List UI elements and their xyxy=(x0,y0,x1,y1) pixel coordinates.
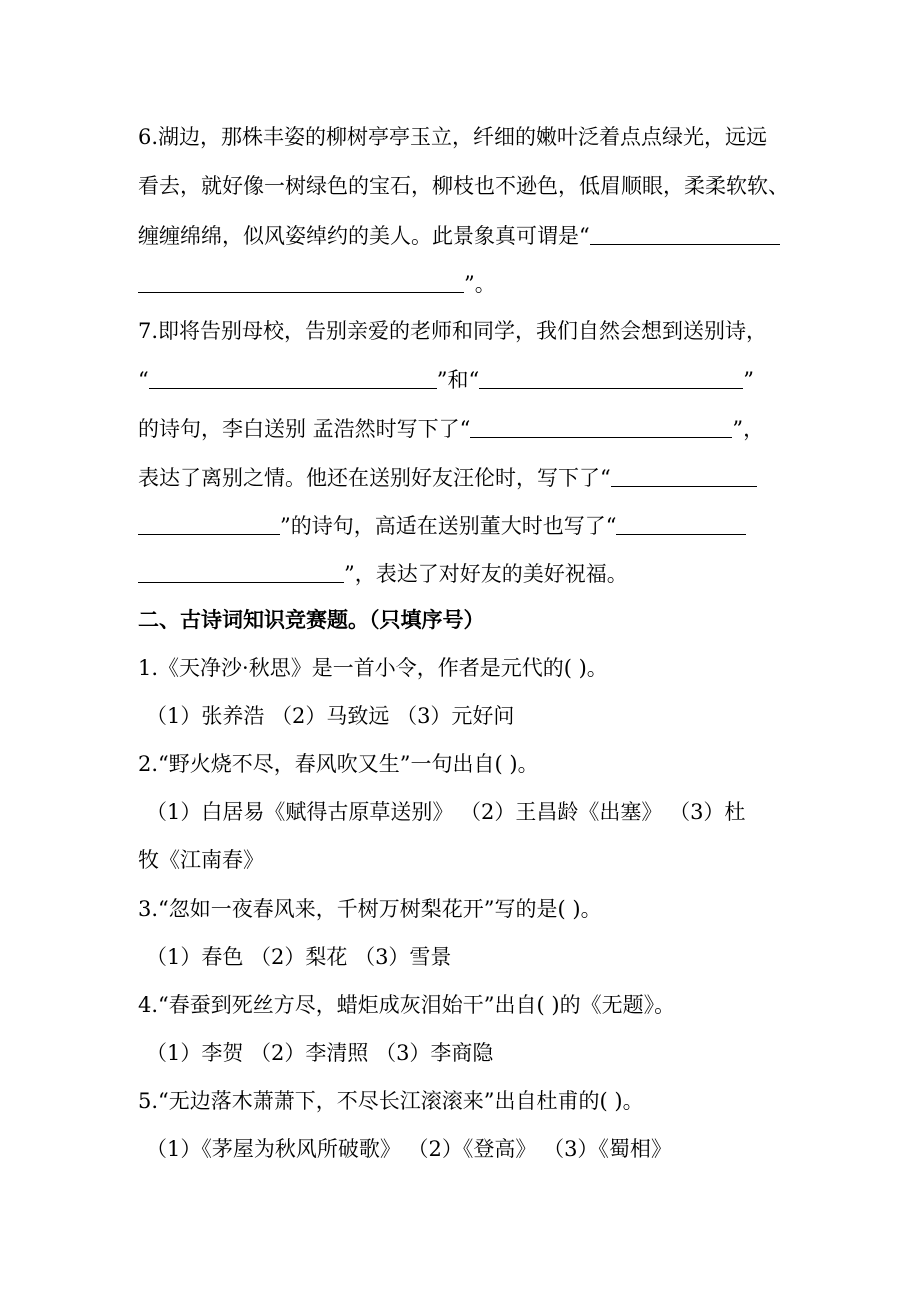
q6-answer-blank-a[interactable] xyxy=(590,220,780,245)
q7-answer-blank-4a[interactable] xyxy=(611,462,757,487)
q7-line-2 xyxy=(138,364,820,395)
s2-question-4: 4.“春蚕到死丝方尽，蜡炬成灰泪始干”出自( )的《无题》。 xyxy=(138,993,676,1017)
q7-close-quote: ” xyxy=(743,368,754,392)
s2-question-5: 5.“无边落木萧萧下，不尽长江滚滚来”出自杜甫的( )。 xyxy=(138,1089,644,1113)
s2-options-5: （1）《茅屋为秋风所破歌》 （2）《登高》 （3）《蜀相》 xyxy=(146,1137,672,1161)
q7-answer-blank-2[interactable] xyxy=(479,364,743,389)
q7-answer-blank-1[interactable] xyxy=(149,364,437,389)
q7-line-4-text: 表达了离别之情。他还在送别好友汪伦时，写下了“ xyxy=(138,466,611,490)
q7-line-5-text: ”的诗句，高适在送别董大时也写了“ xyxy=(280,514,617,538)
q7-line-1: 7.即将告别母校，告别亲爱的老师和同学，我们自然会想到送别诗， xyxy=(138,319,768,343)
q6-line-1: 6.湖边，那株丰姿的柳树亭亭玉立，纤细的嫩叶泛着点点绿光，远远 xyxy=(138,125,768,149)
s2-question-1: 1.《天净沙·秋思》是一首小令，作者是元代的( )。 xyxy=(138,656,608,680)
q7-line-6 xyxy=(138,558,820,589)
q6-line-2: 看去，就好像一树绿色的宝石，柳枝也不逊色，低眉顺眼，柔柔软软、 xyxy=(138,174,789,198)
q6-line-3 xyxy=(138,220,820,251)
q7-open-quote: “ xyxy=(138,368,149,392)
s2-options-2: （1）白居易《赋得古原草送别》 （2）王昌龄《出塞》 （3）杜 xyxy=(146,800,746,824)
q7-answer-blank-5a[interactable] xyxy=(616,510,746,535)
q7-and-text: ”和“ xyxy=(436,368,480,392)
q6-line-4-end: ”。 xyxy=(464,272,496,296)
s2-question-3: 3.“忽如一夜春风来，千树万树梨花开”写的是( )。 xyxy=(138,897,602,921)
q7-line-3 xyxy=(138,413,820,444)
q7-line-3-text: 的诗句，李白送别 孟浩然时写下了“ xyxy=(138,417,471,441)
s2-question-2: 2.“野火烧不尽，春风吹又生”一句出自( )。 xyxy=(138,752,539,776)
q7-line-3-close: ”， xyxy=(732,417,765,441)
s2-options-1: （1）张养浩 （2）马致远 （3）元好问 xyxy=(146,704,515,728)
q6-answer-blank-b[interactable] xyxy=(138,268,464,293)
s2-options-4: （1）李贺 （2）李清照 （3）李商隐 xyxy=(146,1041,494,1065)
q7-line-4 xyxy=(138,462,820,493)
q7-answer-blank-3[interactable] xyxy=(470,413,732,438)
q7-answer-blank-5b[interactable] xyxy=(138,558,344,583)
q6-line-4 xyxy=(138,268,820,299)
section-2-title: 二、古诗词知识竞赛题。（只填序号） xyxy=(138,608,485,632)
q6-line-3-text: 缠缠绵绵，似风姿绰约的美人。此景象真可谓是“ xyxy=(138,224,590,248)
q7-answer-blank-4b[interactable] xyxy=(138,510,280,535)
q7-line-5 xyxy=(138,510,820,541)
s2-options-3: （1）春色 （2）梨花 （3）雪景 xyxy=(146,945,452,969)
q7-line-6-end: ”，表达了对好友的美好祝福。 xyxy=(344,562,628,586)
s2-options-2-cont: 牧《江南春》 xyxy=(138,848,264,872)
